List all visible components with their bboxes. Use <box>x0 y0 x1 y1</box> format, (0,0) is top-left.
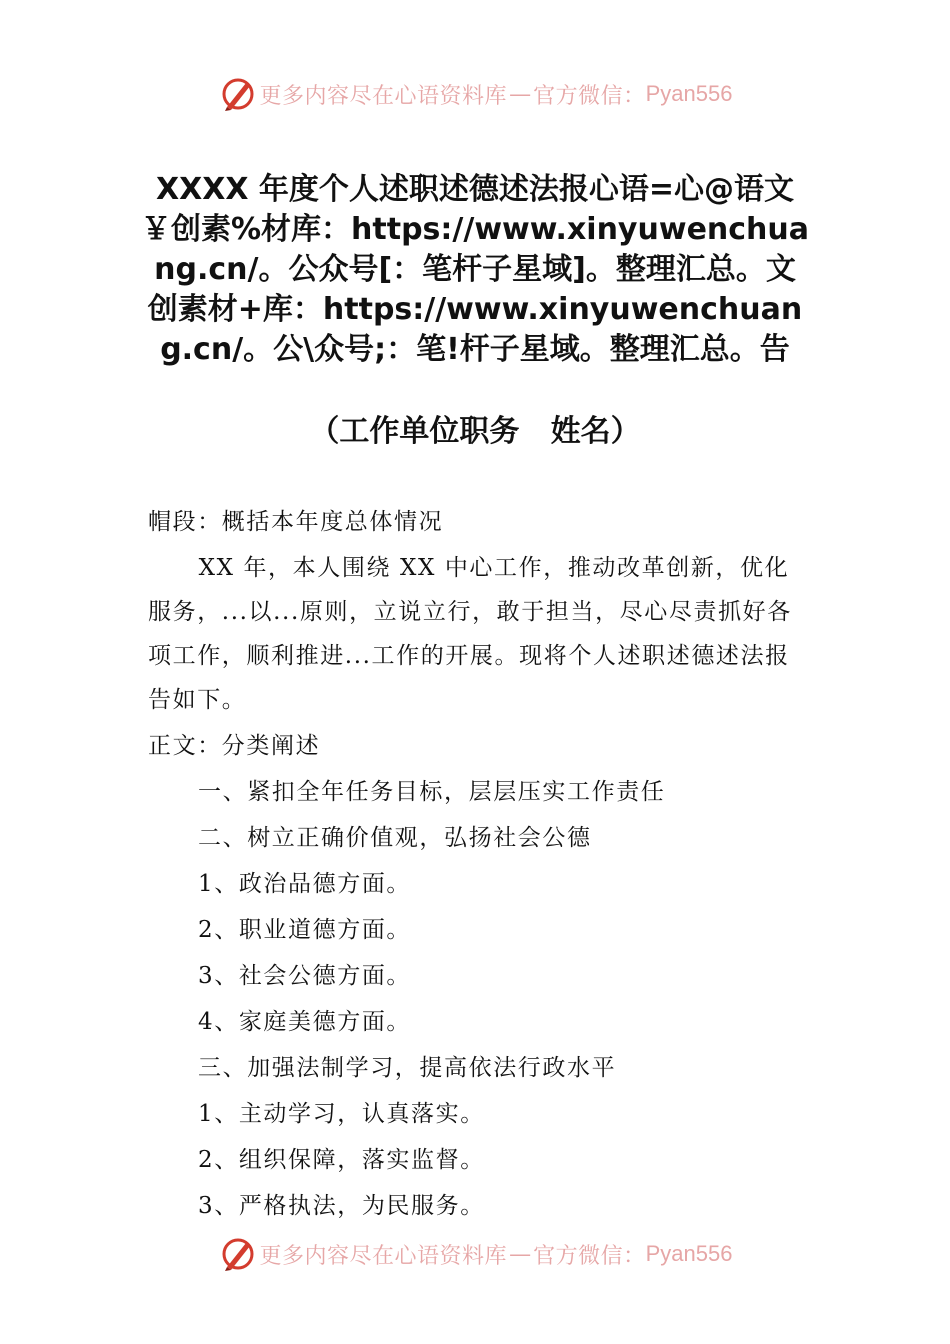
list-item: 2、职业道德方面。 <box>198 917 412 943</box>
watermark-wechat-id: Pyan556 <box>645 1241 733 1266</box>
document-body <box>148 500 808 1230</box>
document-subtitle: （工作单位职务 姓名） <box>309 414 641 449</box>
watermark-separator: — <box>509 1241 532 1267</box>
main-section-label: 正文：分类阐述 <box>148 733 321 759</box>
heading-item: 二、树立正确价值观，弘扬社会公德 <box>198 825 592 851</box>
watermark-wechat-id: Pyan556 <box>645 81 733 106</box>
list-item: 1、政治品德方面。 <box>198 871 412 897</box>
intro-paragraph: XX 年，本人围绕 XX 中心工作，推动改革创新，优化服务，...以...原则，立说立行，敢于担当，尽心尽责抓好各项工作，顺利推进...工作的开展。现将个人述职述德述法报告如下。 <box>148 555 792 713</box>
list-item: 4、家庭美德方面。 <box>198 1009 412 1035</box>
pen-logo-icon <box>218 1234 258 1274</box>
watermark-wechat-label: 官方微信： <box>533 1243 646 1269</box>
list-item: 1、主动学习，认真落实。 <box>198 1101 485 1127</box>
heading-item: 一、紧扣全年任务目标，层层压实工作责任 <box>198 779 666 805</box>
watermark-header <box>0 70 950 118</box>
heading-item: 三、加强法制学习，提高依法行政水平 <box>198 1055 617 1081</box>
pen-logo-icon <box>218 74 258 114</box>
watermark-footer <box>0 1230 950 1278</box>
watermark-text: 更多内容尽在心语资料库 <box>259 83 508 109</box>
watermark-separator: — <box>509 81 532 107</box>
list-item: 3、社会公德方面。 <box>198 963 412 989</box>
document-title: XXXX 年度个人述职述德述法报心语=心@语文￥创素%材库：https://www.xinyuwenchuang.cn/。公众号[：笔杆子星域]。整理汇总。文创素材+库：https://www.xinyuwenchuang.cn/。公\众号;：笔!杆子星域。整理汇总。告 <box>140 172 810 367</box>
watermark-wechat-label: 官方微信： <box>533 83 646 109</box>
list-item: 3、严格执法，为民服务。 <box>198 1193 485 1219</box>
list-item: 2、组织保障，落实监督。 <box>198 1147 485 1173</box>
watermark-text: 更多内容尽在心语资料库 <box>259 1243 508 1269</box>
cap-section-label: 帽段：概括本年度总体情况 <box>148 509 444 535</box>
